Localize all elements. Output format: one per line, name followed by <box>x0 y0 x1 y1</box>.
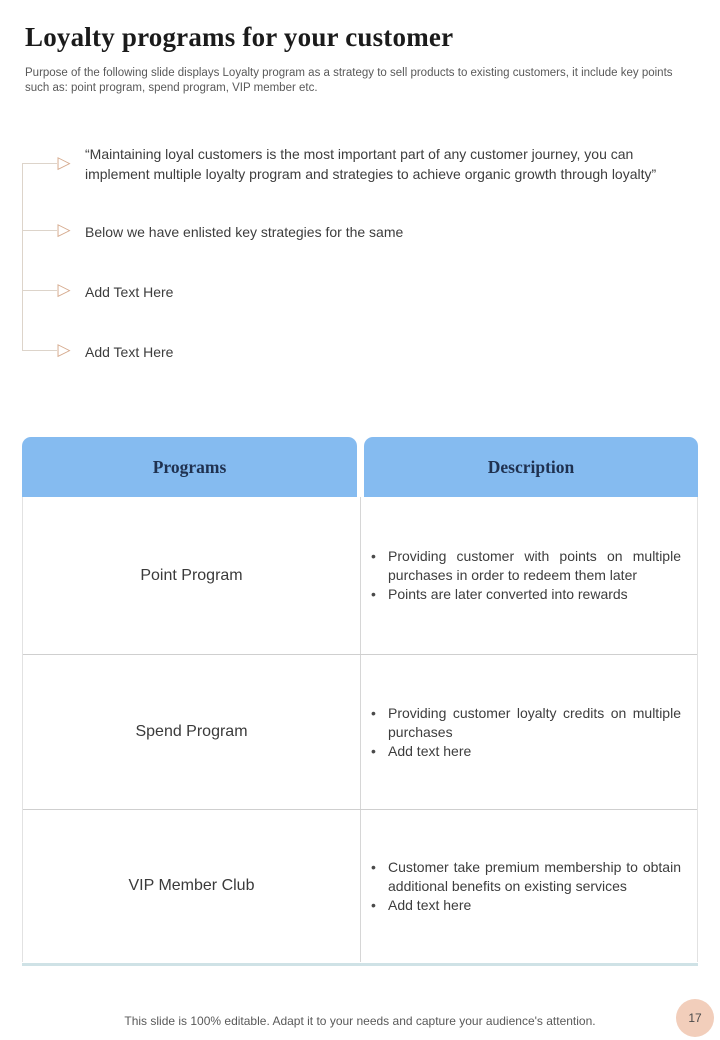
add-text-placeholder[interactable]: Add Text Here <box>85 284 174 300</box>
table-row <box>23 810 697 962</box>
description-cell <box>361 810 697 962</box>
description-bullet[interactable]: • Add text here <box>371 742 681 761</box>
bracket-connector-line <box>22 163 57 164</box>
page-number-badge <box>676 999 714 1037</box>
program-name-cell: Spend Program <box>23 655 361 809</box>
description-cell <box>361 497 697 654</box>
description-cell <box>361 655 697 809</box>
bracket-connector-line <box>22 230 57 231</box>
table-bottom-accent-line <box>22 963 698 966</box>
table-header-description: Description <box>364 437 698 497</box>
table-row <box>23 497 697 655</box>
description-bullet: • Points are later converted into rewards <box>371 585 681 604</box>
description-bullet[interactable]: • Add text here <box>371 896 681 915</box>
table-row <box>23 655 697 810</box>
description-bullet: • Providing customer with points on multiple purchases in order to redeem them later <box>371 547 681 585</box>
programs-table <box>22 497 698 962</box>
add-text-placeholder[interactable]: Add Text Here <box>85 344 174 360</box>
triangle-bullet-icon: ▷ <box>57 340 71 359</box>
page-number: 17 <box>688 1011 702 1025</box>
description-bullet: • Customer take premium membership to obtain additional benefits on existing services <box>371 858 681 896</box>
page-subtitle: Purpose of the following slide displays Loyalty program as a strategy to sell products to existing customers, it include key points such as: point program, spend program, VIP member etc. <box>25 67 673 94</box>
description-bullet: • Providing customer loyalty credits on multiple purchases <box>371 704 681 742</box>
bracket-connector-line <box>22 350 57 351</box>
triangle-bullet-icon: ▷ <box>57 220 71 239</box>
strategies-intro-text: Below we have enlisted key strategies for the same <box>85 224 404 240</box>
triangle-bullet-icon: ▷ <box>57 153 71 172</box>
bracket-vertical-line <box>22 163 23 350</box>
quote-text: “Maintaining loyal customers is the most important part of any customer journey, you can implement multiple loyalty program and strategies to achieve organic growth through loyalty” <box>85 146 657 182</box>
page-title: Loyalty programs for your customer <box>25 22 454 52</box>
bracket-connector-line <box>22 290 57 291</box>
triangle-bullet-icon: ▷ <box>57 280 71 299</box>
program-name-cell: Point Program <box>23 497 361 654</box>
program-name-cell: VIP Member Club <box>23 810 361 962</box>
footer-note: This slide is 100% editable. Adapt it to your needs and capture your audience's attention. <box>124 1014 596 1028</box>
table-header-programs: Programs <box>22 437 357 497</box>
